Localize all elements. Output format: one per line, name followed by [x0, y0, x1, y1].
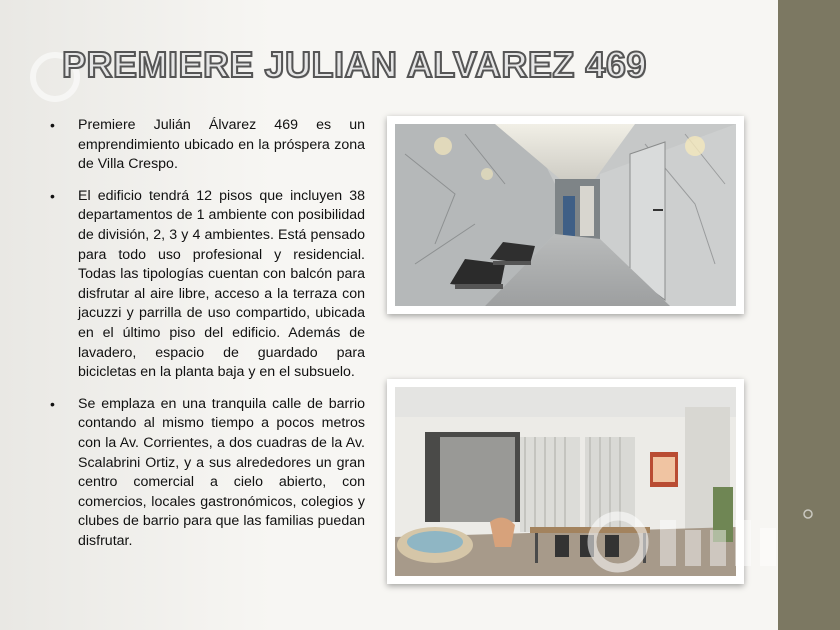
lobby-photo	[387, 116, 744, 314]
bullet-icon: •	[50, 117, 55, 133]
bullet-list	[50, 116, 365, 563]
slide-title: PREMIERE JULIAN ALVAREZ 469	[62, 44, 647, 85]
bullet-item	[50, 395, 365, 552]
bullet-text: Se emplaza en una tranquila calle de barrio contando al mismo tiempo a pocos metros con la Av. Corrientes, a dos cuadras de la Av. Scalabrini Ortiz, y a sus alrededores un gran centro comercial a cielo abierto, con comercios, locales gastronómicos, colegios y clubes de barrio para que las familias puedan disfrutar.	[78, 395, 365, 549]
bullet-item	[50, 187, 365, 383]
bullet-text: Premiere Julián Álvarez 469 es un emprendimiento ubicado en la próspera zona de Villa Crespo.	[78, 117, 365, 173]
lobby-render-image	[395, 124, 736, 306]
terrace-render-image	[395, 387, 736, 576]
bullet-icon: •	[50, 395, 55, 412]
terrace-photo	[387, 379, 744, 584]
bullet-text: El edificio tendrá 12 pisos que incluyen 38 departamentos de 1 ambiente con posibilidad de división, 2, 3 y 4 ambientes. Está pensado para todo uso profesional y residencial. Todas las tipologías cuentan con balcón para disfrutar al aire libre, acceso a la terraza con jacuzzi y parrilla de uso compartido, ubicada en el último piso del edificio. Además de lavadero, espacio de guardado para bicicletas en la planta baja y en el subsuelo.	[78, 187, 365, 381]
bullet-icon: •	[50, 187, 55, 204]
bullet-item	[50, 116, 365, 175]
side-band	[778, 0, 840, 630]
